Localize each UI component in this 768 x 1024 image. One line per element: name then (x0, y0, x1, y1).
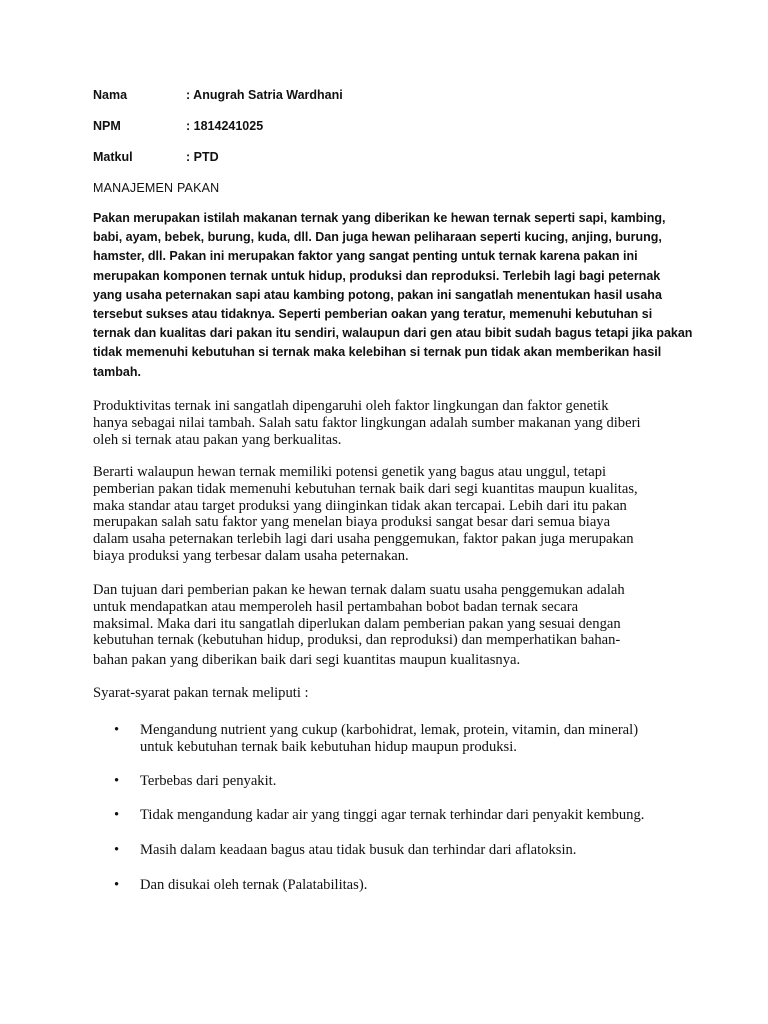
text-line: Dan disukai oleh ternak (Palatabilitas). (140, 876, 368, 893)
text-line: Produktivitas ternak ini sangatlah dipengaruhi oleh faktor lingkungan dan faktor genetik (93, 398, 609, 414)
requirements-list (93, 722, 693, 894)
list-item (93, 722, 693, 756)
text-line: Dan tujuan dari pemberian pakan ke hewan ternak dalam suatu usaha penggemukan adalah (93, 582, 625, 598)
text-line: untuk mendapatkan atau memperoleh hasil pertambahan bobot badan ternak secara (93, 598, 579, 615)
text-line: hamster, dll. Pakan ini merupakan faktor yang sangat penting untuk ternak karena pakan ini (93, 249, 638, 264)
text-line: maka standar atau target produksi yang diinginkan tidak akan tercapai. Lebih dari itu pakan (93, 497, 627, 514)
text-line: bahan pakan yang diberikan baik dari segi kuantitas maupun kualitasnya. (93, 652, 521, 669)
meta-label: Nama (93, 88, 128, 102)
paragraph-feeding-goal (93, 582, 693, 669)
bullet-icon: • (114, 842, 120, 859)
document-title: MANAJEMEN PAKAN (93, 181, 220, 195)
text-line: Syarat-syarat pakan ternak meliputi : (93, 685, 309, 701)
bullet-icon: • (114, 876, 120, 893)
text-line: hanya sebagai nilai tambah. Salah satu faktor lingkungan adalah sumber makanan yang diberi (93, 414, 641, 431)
meta-value: : Anugrah Satria Wardhani (186, 88, 343, 102)
text-line: yang usaha peternakan sapi atau kambing potong, pakan ini sangatlah menentukan hasil usaha (93, 287, 662, 302)
text-line: kebutuhan ternak (kebutuhan hidup, produksi, dan reproduksi) dan memperhatikan bahan- (93, 632, 621, 649)
bullet-icon: • (114, 722, 120, 738)
meta-label: NPM (93, 119, 121, 133)
list-item (93, 877, 693, 894)
list-item (93, 842, 693, 859)
text-line: biaya produksi yang terbesar dalam usaha peternakan. (93, 547, 409, 564)
paragraph-genetic-potential (93, 464, 693, 565)
text-line: tambah. (93, 364, 141, 379)
text-line: Terbebas dari penyakit. (140, 772, 277, 789)
text-line: Masih dalam keadaan bagus atau tidak busuk dan terhindar dari aflatoksin. (140, 842, 577, 859)
text-line: Berarti walaupun hewan ternak memiliki potensi genetik yang bagus atau unggul, tetapi (93, 464, 607, 480)
requirements-intro (93, 685, 693, 702)
text-line: merupakan komponen ternak untuk hidup, produksi dan reproduksi. Terlebih lagi bagi peternak (93, 268, 661, 283)
text-line: dalam usaha peternakan terlebih lagi dari usaha penggemukan, faktor pakan juga merupakan (93, 531, 634, 548)
text-line: babi, ayam, bebek, burung, kuda, dll. Dan juga hewan peliharaan seperti kucing, anjing, burung, (93, 230, 662, 245)
text-line: Pakan merupakan istilah makanan ternak yang diberikan ke hewan ternak seperti sapi, kambing, (93, 211, 666, 225)
text-line: tersebut sukses atau tidaknya. Seperti pemberian oakan yang teratur, memenuhi kebutuhan si (93, 307, 653, 322)
bullet-icon: • (114, 772, 120, 789)
list-item (93, 773, 693, 790)
intro-paragraph (93, 209, 693, 382)
text-line: maksimal. Maka dari itu sangatlah diperlukan dalam pemberian pakan yang sesuai dengan (93, 615, 621, 632)
text-line: Mengandung nutrient yang cukup (karbohidrat, lemak, protein, vitamin, dan mineral) (140, 722, 639, 738)
text-line: untuk kebutuhan ternak baik kebutuhan hidup maupun produksi. (140, 738, 517, 755)
bullet-icon: • (114, 807, 120, 824)
text-line: oleh si ternak atau pakan yang berkualitas. (93, 431, 342, 448)
meta-value: : PTD (186, 150, 219, 164)
list-item (93, 807, 693, 824)
text-line: Tidak mengandung kadar air yang tinggi agar ternak terhindar dari penyakit kembung. (140, 807, 645, 824)
text-line: tidak memenuhi kebutuhan si ternak maka kelebihan si ternak pun tidak akan memberikan hasil (93, 345, 662, 360)
text-line: merupakan salah satu faktor yang menelan biaya produksi sangat besar dari semua biaya (93, 514, 611, 531)
text-line: pemberian pakan tidak memenuhi kebutuhan ternak baik dari segi kuantitas maupun kualitas, (93, 480, 638, 497)
meta-value: : 1814241025 (186, 119, 264, 133)
text-line: ternak dan kualitas dari pakan itu sendiri, walaupun dari gen atau bibit sudah bagus tetapi jika pakan (93, 326, 693, 341)
meta-label: Matkul (93, 150, 133, 164)
paragraph-productivity (93, 398, 693, 448)
